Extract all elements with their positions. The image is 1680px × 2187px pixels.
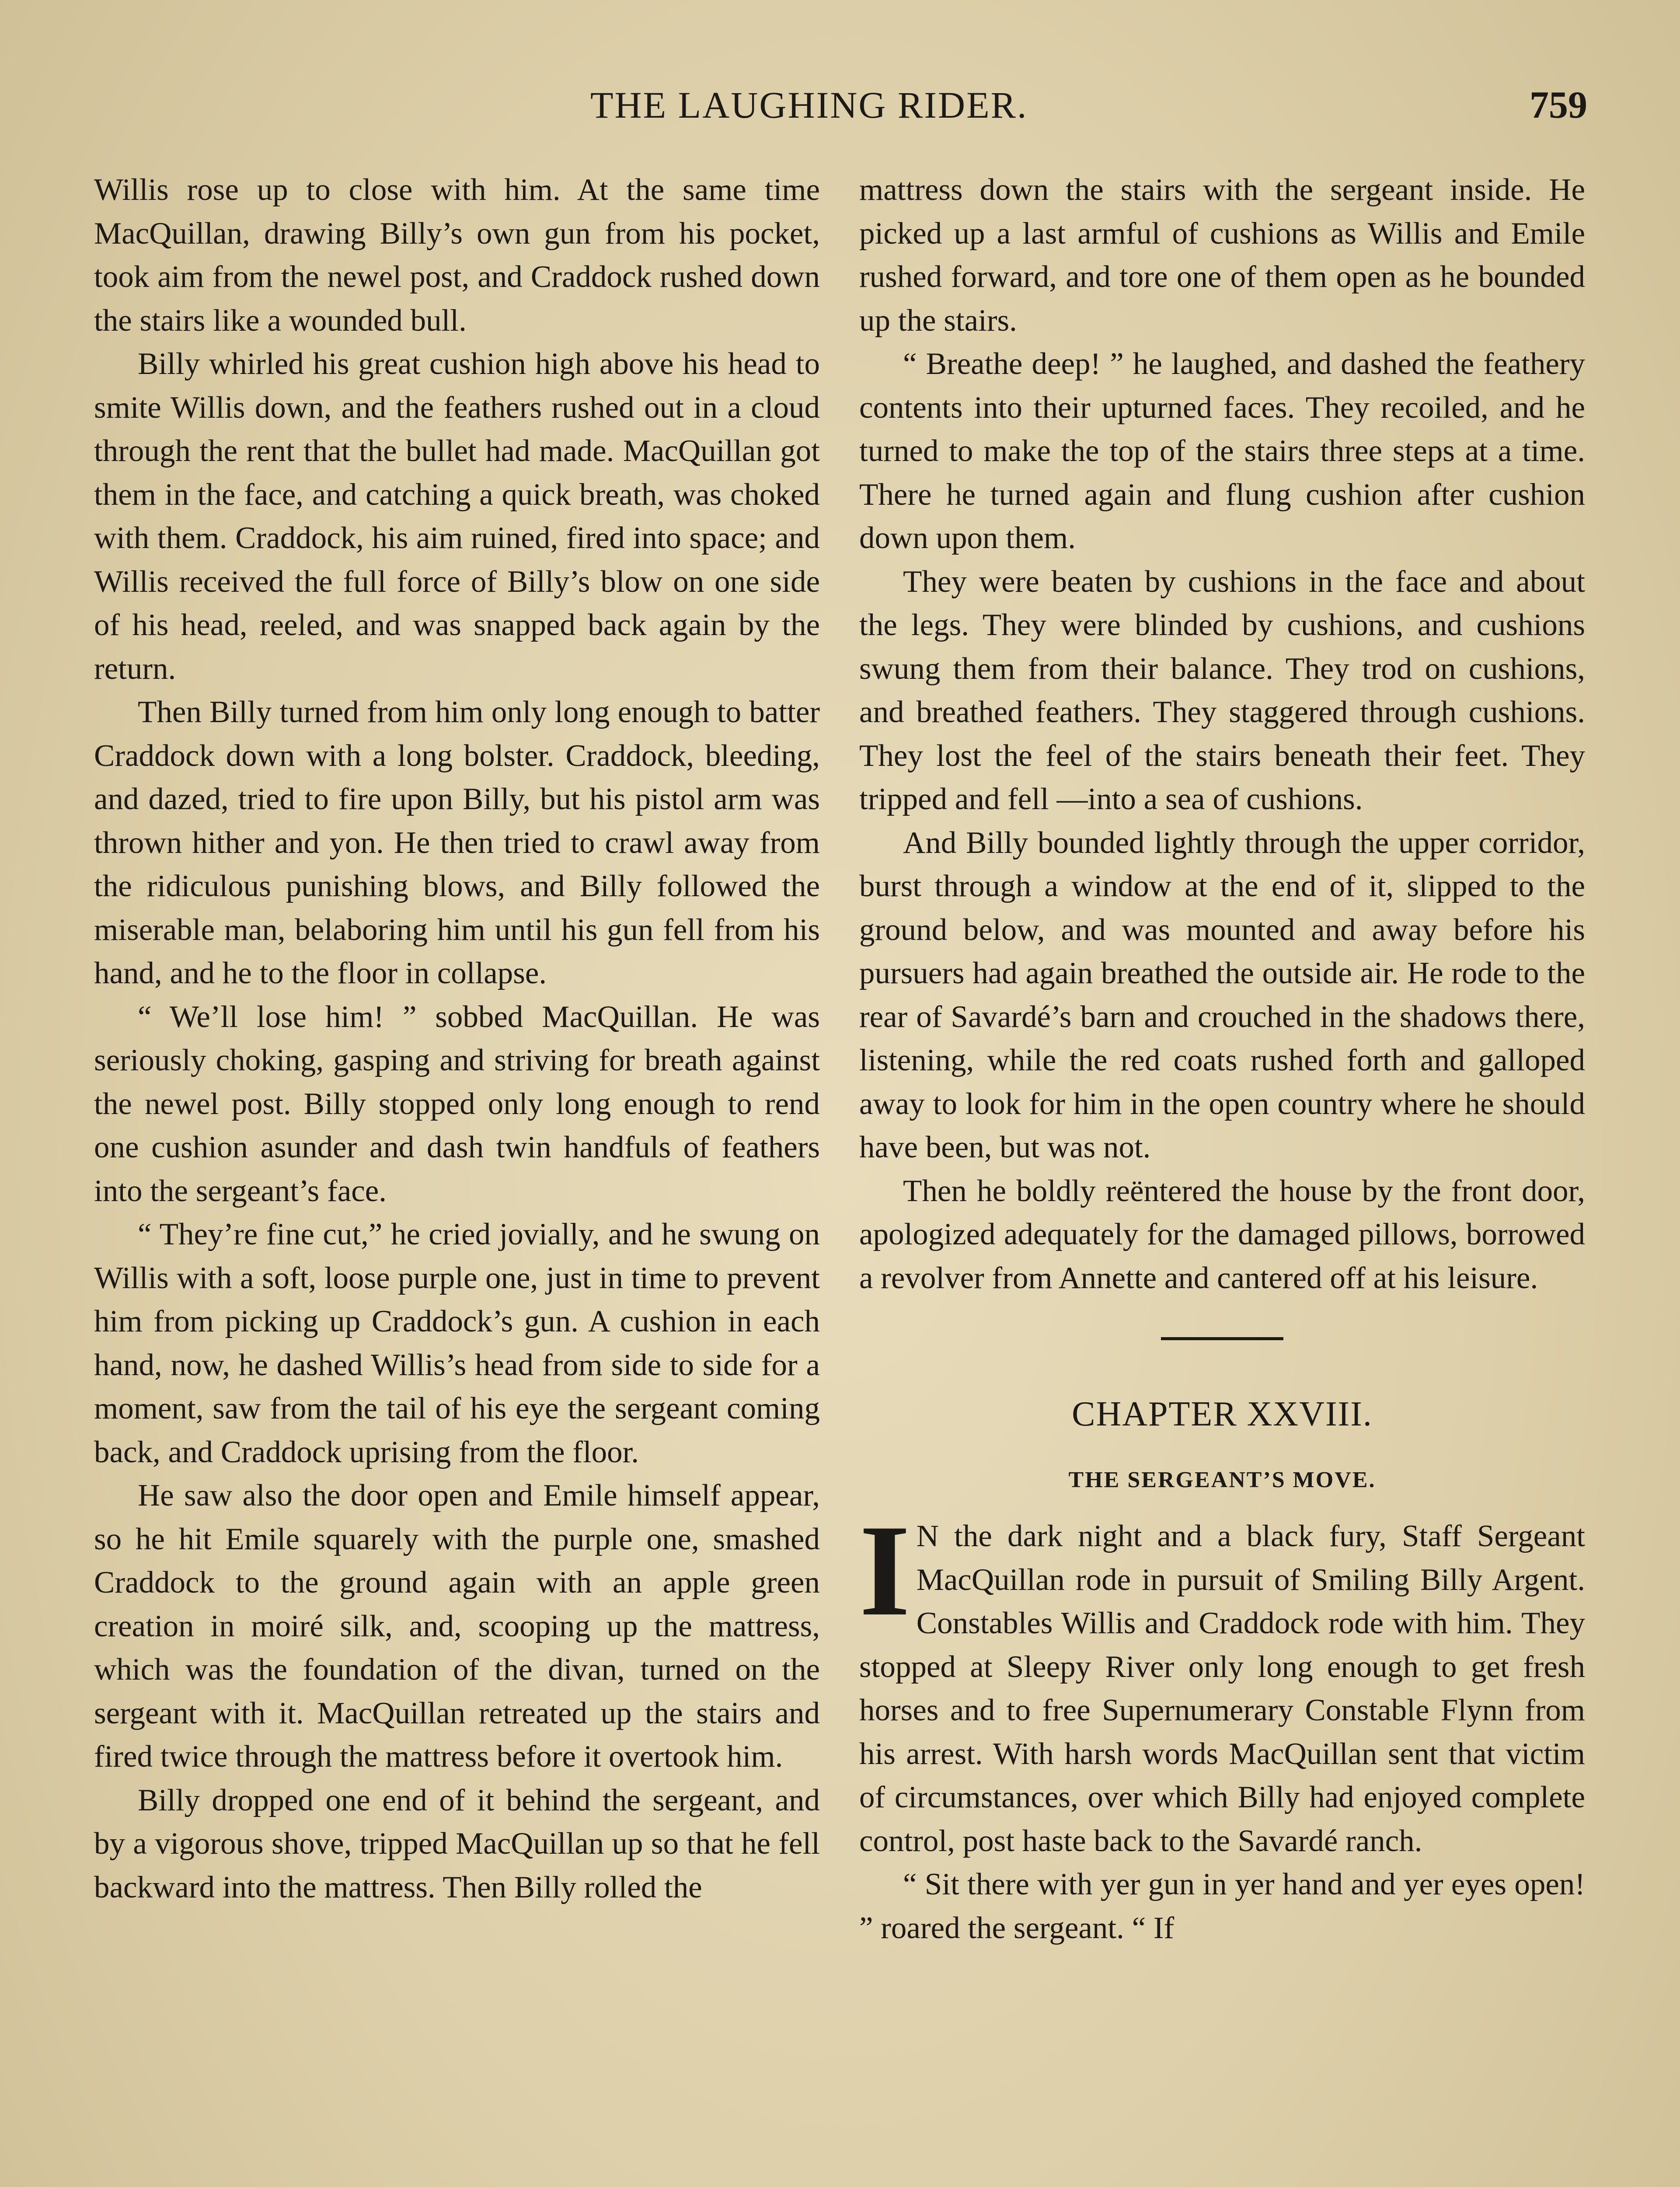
paragraph: He saw also the door open and Emile himself appear, so he hit Emile squarely with the purple one, smashed Craddock to the ground again with an apple green creation in moiré silk, and, scooping up the mattress, which was the foundation of the divan, turned on the sergeant with it. MacQuillan retreated up the stairs and fired twice through the mattress before it overtook him. bbox=[94, 1478, 820, 1774]
page-number: 759 bbox=[1530, 84, 1587, 126]
paragraph: Then Billy turned from him only long enough to batter Craddock down with a long bolster. Craddock, bleeding, and dazed, tried to fire upon Billy, but his pistol arm was thrown hither and yon. He then tried to crawl away from the ridiculous punishing blows, and Billy followed the miserable man, belaboring him until his gun fell from his hand, and he to the floor in collapse. bbox=[94, 695, 820, 990]
drop-cap: I bbox=[859, 1498, 910, 1643]
left-column bbox=[94, 168, 820, 1909]
chapter-title: CHAPTER XXVIII. bbox=[1072, 1395, 1373, 1433]
page-header bbox=[96, 83, 1587, 136]
chapter-opening-paragraph bbox=[859, 1498, 1585, 1863]
paragraph: And Billy bounded lightly through the upper corridor, burst through a window at the end of it, slipped to the ground below, and was mounted and away before his pursuers had again breathed the outside air. He rode to the rear of Savardé’s barn and crouched in the shadows there, listening, while the red coats rushed forth and galloped away to look for him in the open country where he should have been, but was not. bbox=[859, 825, 1585, 1164]
paragraph: Then he boldly reëntered the house by the front door, apologized adequately for the damaged pillows, borrowed a revolver from Annette and cantered off at his leisure. bbox=[859, 1174, 1585, 1295]
paragraph: “ We’ll lose him! ” sobbed MacQuillan. He was seriously choking, gasping and striving for breath against the newel post. Billy stopped only long enough to rend one cushion asunder and dash twin handfuls of feathers into the sergeant’s face. bbox=[94, 999, 820, 1208]
paragraph: “ They’re fine cut,” he cried jovially, and he swung on Willis with a soft, loose purple one, just in time to prevent him from picking up Craddock’s gun. A cushion in each hand, now, he dashed Willis’s head from side to side for a moment, saw from the tail of his eye the sergeant coming back, and Craddock uprising from the floor. bbox=[94, 1217, 820, 1469]
paragraph: Billy whirled his great cushion high above his head to smite Willis down, and the feathers rushed out in a cloud through the rent that the bullet had made. MacQuillan got them in the face, and catching a quick breath, was choked with them. Craddock, his aim ruined, fired into space; and Willis received the full force of Billy’s blow on one side of his head, reeled, and was snapped back again by the return. bbox=[94, 347, 820, 686]
right-column bbox=[859, 168, 1585, 1950]
paragraph: Willis rose up to close with him. At the same time MacQuillan, drawing Billy’s own gun from his pocket, took aim from the newel post, and Craddock rushed down the stairs like a wounded bull. bbox=[94, 173, 820, 338]
paragraph: “ Breathe deep! ” he laughed, and dashed the feathery contents into their upturned faces. They recoiled, and he turned to make the top of the stairs three steps at a time. There he turned again and flung cushion after cushion down upon them. bbox=[859, 347, 1585, 555]
chapter-subtitle: THE SERGEANT’S MOVE. bbox=[1068, 1467, 1376, 1492]
paragraph: They were beaten by cushions in the face and about the legs. They were blinded by cushions, and cushions swung them from their balance. They trod on cushions, and breathed feathers. They staggered through cushions. They lost the feel of the stairs beneath their feet. They tripped and fell —into a sea of cushions. bbox=[859, 564, 1585, 816]
paragraph: Billy dropped one end of it behind the sergeant, and by a vigorous shove, tripped MacQuillan up so that he fell backward into the mattress. Then Billy rolled the bbox=[94, 1783, 820, 1904]
chapter-opening-text: N the dark night and a black fury, Staff Sergeant MacQuillan rode in pursuit of Smiling Billy Argent. Constables Willis and Craddock rode with him. They stopped at Sleepy River only long enough to get fresh horses and to free Supernumerary Constable Flynn from his arrest. With harsh words MacQuillan sent that victim of circumstances, over which Billy had enjoyed complete control, post haste back to the Savardé ranch. bbox=[859, 1519, 1585, 1858]
section-divider bbox=[1161, 1337, 1283, 1340]
paragraph: mattress down the stairs with the sergeant inside. He picked up a last armful of cushions as Willis and Emile rushed forward, and tore one of them open as he bounded up the stairs. bbox=[859, 173, 1585, 338]
running-title: THE LAUGHING RIDER. bbox=[590, 84, 1028, 126]
paragraph: “ Sit there with yer gun in yer hand and yer eyes open! ” roared the sergeant. “ If bbox=[859, 1867, 1585, 1945]
